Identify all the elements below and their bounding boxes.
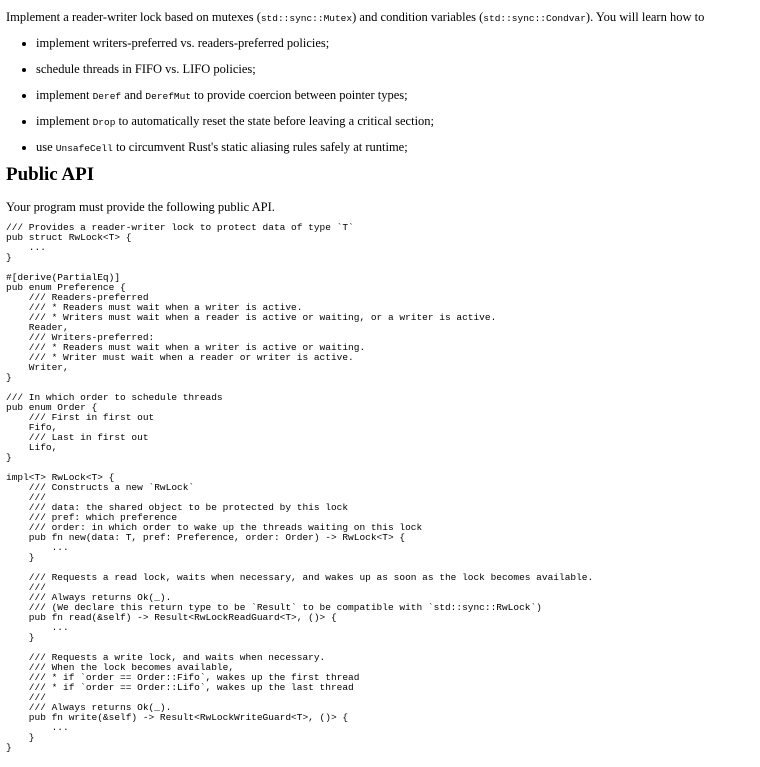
code-block-public-api: /// Provides a reader-writer lock to protect data of type `T` pub struct RwLock<T> { ... } #[derive(PartialEq)] pub enum Preference { /// Readers-preferred /// * Readers must wait when a writer is active. /// * Writers must wait when a reader is active or waiting, or a writer is active. Reader, /// Writers-preferred: /// * Readers must wait when a writer is active or waiting. /// * Writer must wait when a reader or writer is active. Writer, } /// In which order to schedule threads pub enum Order { /// First in first out Fifo, /// Last in first out Lifo, } impl<T> RwLock<T> { /// Constructs a new `RwLock` /// /// data: the shared object to be protected by this lock /// pref: which preference /// order: in which order to wake up the threads waiting on this lock pub fn new(data: T, pref: Preference, order: Order) -> RwLock<T> { ... } /// Requests a read lock, waits when necessary, and wakes up as soon as the lock becomes available. /// /// Always returns Ok(_). /// (We declare this return type to be `Result` to be compatible with `std::sync::RwLock`) pub fn read(&self) -> Result<RwLockReadGuard<T>, ()> { ... } /// Requests a write lock, and waits when necessary. /// When the lock becomes available, /// * if `order == Order::Fifo`, wakes up the first thread /// * if `order == Order::Lifo`, wakes up the last thread /// /// Always returns Ok(_). pub fn write(&self) -> Result<RwLockWriteGuard<T>, ()> { ... } } [6, 222, 594, 753]
intro-paragraph [6, 10, 754, 26]
list-item [36, 88, 754, 103]
api-description: Your program must provide the following public API. [6, 200, 275, 214]
learning-objectives-list [6, 36, 754, 155]
list-item [36, 114, 754, 129]
list-item-text: to provide coercion between pointer types; [191, 88, 408, 102]
list-item-code-deref: Deref [92, 91, 122, 102]
list-item-code-unsafecell: UnsafeCell [55, 143, 113, 154]
list-item [36, 140, 754, 155]
list-item-code-drop: Drop [92, 117, 116, 128]
list-item-text: use [36, 140, 56, 154]
list-item-text: schedule threads in FIFO vs. LIFO policies; [36, 62, 256, 76]
list-item [36, 62, 754, 77]
intro-text-1: Implement a reader-writer lock based on mutexes ( [6, 10, 261, 24]
list-item-text: implement [36, 114, 93, 128]
list-item-code-derefmut: DerefMut [145, 91, 192, 102]
list-item-text: implement [36, 88, 93, 102]
list-item [36, 36, 754, 51]
section-heading-public-api: Public API [6, 164, 95, 185]
intro-text-2: ) and condition variables ( [352, 10, 484, 24]
list-item-text: to automatically reset the state before leaving a critical section; [115, 114, 435, 128]
list-item-text: to circumvent Rust's static aliasing rules safely at runtime; [112, 140, 408, 154]
list-item-text: implement writers-preferred vs. readers-preferred policies; [36, 36, 330, 50]
intro-text-3: ). You will learn how to [585, 10, 705, 24]
intro-code-mutex: std::sync::Mutex [260, 13, 353, 24]
list-item-text: and [121, 88, 146, 102]
intro-code-condvar: std::sync::Condvar [483, 13, 586, 24]
